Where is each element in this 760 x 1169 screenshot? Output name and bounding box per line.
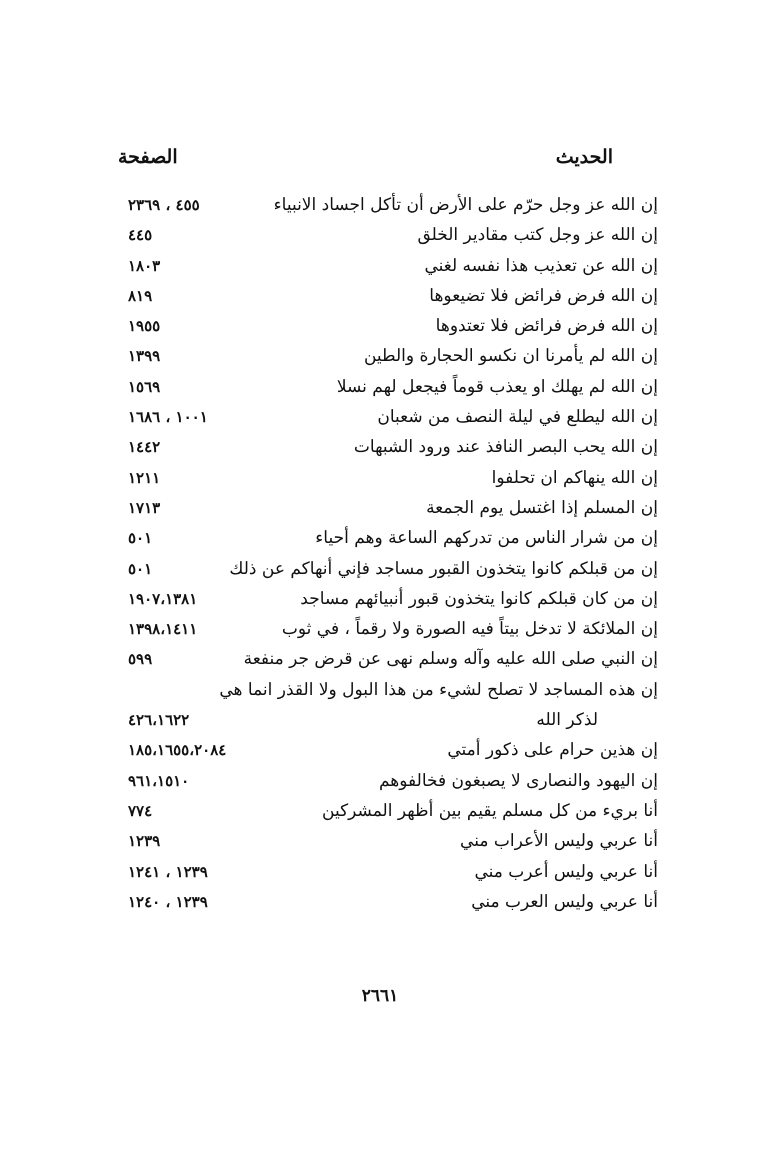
index-entry <box>118 190 658 220</box>
page-number: ٢٦٦١ <box>361 986 399 1006</box>
page-references: ١٣٩٩ <box>128 347 161 366</box>
page-references: ٤٢٦،١٦٢٢ <box>128 711 190 730</box>
page-references: ١٧١٣ <box>128 498 161 517</box>
page-references: ١٥٦٩ <box>128 377 161 396</box>
page-references: ١٤٤٢ <box>128 438 161 457</box>
hadith-text: إن الله عز وجل حرّم على الأرض أن تأكل اجساد الانبياء <box>273 195 658 215</box>
page-references: ١٨٥،١٦٥٥،٢٠٨٤ <box>128 741 227 760</box>
index-entry <box>118 584 658 614</box>
page-references: ٧٧٤ <box>128 801 153 820</box>
page-references: ١٠٠١ ، ١٦٨٦ <box>128 408 208 427</box>
hadith-text: إن الله ليطلع في ليلة النصف من شعبان <box>377 407 658 428</box>
hadith-text: أنا بريء من كل مسلم يقيم بين أظهر المشركين <box>322 800 658 821</box>
index-entry <box>118 523 658 553</box>
hadith-text: إن المسلم إذا اغتسل يوم الجمعة <box>426 497 658 518</box>
index-entry <box>118 281 658 311</box>
index-entry <box>118 493 658 523</box>
index-entry <box>118 796 658 826</box>
hadith-index-list <box>118 190 658 917</box>
index-entry <box>118 251 658 281</box>
page-references: ١٣٩٨،١٤١١ <box>128 620 198 639</box>
hadith-text: أنا عربي وليس العرب مني <box>471 891 658 912</box>
page-references: ٤٥٥ ، ٢٣٦٩ <box>128 196 200 214</box>
page-references: ١٢٣٩ <box>128 832 161 851</box>
page-references: ٥٠١ <box>128 529 153 548</box>
hadith-text: إن من شرار الناس من تدركهم الساعة وهم أحياء <box>315 528 658 549</box>
page-references: ١٩٠٧،١٣٨١ <box>128 589 198 608</box>
hadith-text: إن الله عن تعذيب هذا نفسه لغني <box>424 255 658 276</box>
index-entry <box>118 311 658 341</box>
hadith-text: إن الله لم يهلك او يعذب قوماً فيجعل لهم نسلا <box>336 376 658 397</box>
page-references: ١٢١١ <box>128 468 161 487</box>
index-entry <box>118 644 658 674</box>
hadith-text: إن اليهود والنصارى لا يصبغون فخالفوهم <box>378 770 658 791</box>
hadith-text: إن الله فرض فرائض فلا تعتدوها <box>435 316 658 337</box>
hadith-text: إن الله ينهاكم ان تحلفوا <box>491 467 658 488</box>
index-entry <box>118 402 658 432</box>
hadith-text: أنا عربي وليس أعرب مني <box>474 861 658 882</box>
page-references: ٨١٩ <box>128 286 153 305</box>
page-references: ٥٩٩ <box>128 650 153 669</box>
page-references: ٤٤٥ <box>128 226 153 245</box>
page-references: ١٩٥٥ <box>128 317 161 336</box>
page-references: ٩٦١،١٥١٠ <box>128 771 190 790</box>
index-entry <box>118 887 658 917</box>
hadith-text: إن الله عز وجل كتب مقادير الخلق <box>417 225 658 246</box>
index-entry <box>118 705 658 735</box>
index-entry <box>118 432 658 462</box>
index-entry <box>118 220 658 250</box>
hadith-text: إن من قبلكم كانوا يتخذون القبور مساجد فإني أنهاكم عن ذلك <box>229 558 658 579</box>
hadith-text: أنا عربي وليس الأعراب مني <box>460 831 658 852</box>
index-entry <box>118 554 658 584</box>
hadith-text: إن هذه المساجد لا تصلح لشيء من هذا البول ولا القذر انما هي <box>219 679 658 700</box>
hadith-text: إن من كان قبلكم كانوا يتخذون قبور أنبيائهم مساجد <box>300 588 658 609</box>
index-entry <box>118 826 658 856</box>
index-entry <box>118 463 658 493</box>
hadith-text: إن النبي صلى الله عليه وآله وسلم نهى عن قرض جر منفعة <box>243 649 658 670</box>
index-entry <box>118 341 658 371</box>
page-references: ١٢٣٩ ، ١٢٤١ <box>128 862 208 881</box>
index-entry <box>118 735 658 765</box>
page-references: ١٨٠٣ <box>128 256 161 275</box>
hadith-text: لذكر الله <box>536 710 598 731</box>
page-column-heading: الصفحة <box>118 146 178 168</box>
hadith-column-heading: الحديث <box>555 146 613 168</box>
index-entry <box>118 766 658 796</box>
page-references: ١٢٣٩ ، ١٢٤٠ <box>128 892 208 911</box>
column-header <box>118 146 658 176</box>
index-entry <box>118 857 658 887</box>
index-entry <box>118 614 658 644</box>
hadith-text: إن الملائكة لا تدخل بيتاً فيه الصورة ولا رقماً ، في ثوب <box>281 619 658 640</box>
hadith-text: إن هذين حرام على ذكور أمتي <box>447 740 658 761</box>
index-entry <box>118 372 658 402</box>
hadith-text: إن الله لم يأمرنا ان نكسو الحجارة والطين <box>363 346 658 367</box>
page-references: ٥٠١ <box>128 559 153 578</box>
hadith-text: إن الله يحب البصر النافذ عند ورود الشبهات <box>353 437 658 458</box>
index-entry <box>118 675 658 705</box>
hadith-text: إن الله فرض فرائض فلا تضيعوها <box>429 285 658 306</box>
